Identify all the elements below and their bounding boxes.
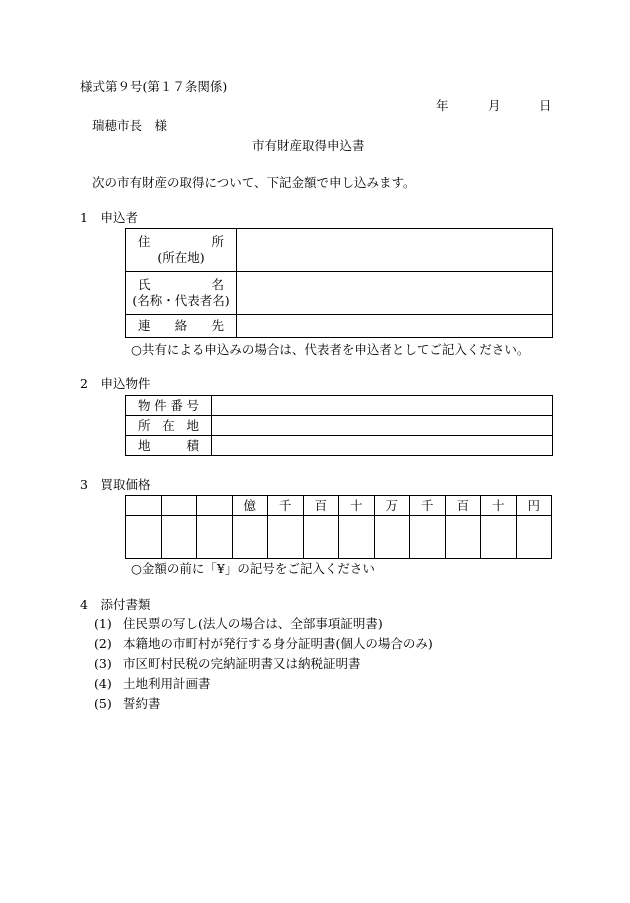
section3-heading: 3 買取価格	[80, 477, 151, 492]
price-unit-cell: 億	[232, 496, 268, 516]
price-digit-field[interactable]	[303, 516, 339, 559]
section1-heading: 1 申込者	[80, 210, 138, 225]
contact-field[interactable]	[237, 315, 553, 338]
document-title: 市有財産取得申込書	[252, 138, 365, 153]
attachment-text: 住民票の写し(法人の場合は、全部事項証明書)	[123, 616, 383, 631]
attachment-text: 市区町村民税の完納証明書又は納税証明書	[123, 656, 361, 671]
price-digit-field[interactable]	[481, 516, 517, 559]
attachment-number: (4)	[94, 676, 112, 691]
date-day-label: 日	[539, 98, 552, 113]
attachment-number: (3)	[94, 656, 112, 671]
section3-note: ○金額の前に「¥」の記号をご記入ください	[131, 561, 375, 576]
name-field[interactable]	[237, 272, 553, 315]
date-month-label: 月	[488, 98, 501, 113]
price-unit-cell: 十	[339, 496, 375, 516]
price-digit-field[interactable]	[161, 516, 197, 559]
area-field[interactable]	[212, 436, 553, 456]
section1-note: ○共有による申込みの場合は、代表者を申込者としてご記入ください。	[131, 342, 530, 357]
address-label-cell	[126, 229, 237, 272]
attachment-number: (1)	[94, 616, 112, 631]
price-digit-field[interactable]	[268, 516, 304, 559]
form-number: 様式第９号(第１７条関係)	[80, 79, 228, 94]
attachment-number: (2)	[94, 636, 112, 651]
price-digit-field[interactable]	[445, 516, 481, 559]
location-field[interactable]	[212, 416, 553, 436]
attachment-text: 本籍地の市町村が発行する身分証明書(個人の場合のみ)	[123, 636, 433, 651]
location-label: 所 在 地	[138, 417, 199, 433]
price-unit-cell: 千	[410, 496, 446, 516]
property-number-label-cell	[126, 396, 212, 416]
price-unit-cell	[126, 496, 162, 516]
property-number-field[interactable]	[212, 396, 553, 416]
price-unit-cell: 千	[268, 496, 304, 516]
attachment-text: 土地利用計画書	[123, 676, 211, 691]
section4-heading: 4 添付書類	[80, 597, 151, 612]
address-sublabel: (所在地)	[157, 250, 205, 265]
price-digit-field[interactable]	[232, 516, 268, 559]
contact-label-cell	[126, 315, 237, 338]
area-label: 地 積	[138, 437, 199, 453]
price-table	[125, 495, 552, 559]
price-unit-cell: 百	[303, 496, 339, 516]
addressee: 瑞穂市長 様	[92, 118, 168, 133]
name-label: 氏 名	[138, 277, 224, 293]
price-digit-field[interactable]	[410, 516, 446, 559]
applicant-table	[125, 228, 553, 338]
intro-text: 次の市有財産の取得について、下記金額で申し込みます。	[92, 175, 416, 190]
attachment-number: (5)	[94, 696, 112, 711]
price-digit-field[interactable]	[197, 516, 233, 559]
price-digit-field[interactable]	[374, 516, 410, 559]
price-unit-cell: 万	[374, 496, 410, 516]
name-label-cell	[126, 272, 237, 315]
section2-heading: 2 申込物件	[80, 376, 151, 391]
address-label: 住 所	[138, 234, 224, 250]
price-digit-field[interactable]	[126, 516, 162, 559]
name-sublabel: (名称・代表者名)	[132, 293, 230, 308]
price-unit-cell: 十	[481, 496, 517, 516]
price-unit-cell	[197, 496, 233, 516]
price-digit-field[interactable]	[516, 516, 552, 559]
property-table	[125, 395, 553, 456]
price-unit-cell: 円	[516, 496, 552, 516]
address-field[interactable]	[237, 229, 553, 272]
price-digit-field[interactable]	[339, 516, 375, 559]
date-year-label: 年	[436, 98, 449, 113]
price-unit-cell	[161, 496, 197, 516]
attachment-text: 誓約書	[123, 696, 161, 711]
location-label-cell	[126, 416, 212, 436]
area-label-cell	[126, 436, 212, 456]
property-number-label: 物件番号	[138, 397, 199, 413]
contact-label: 連 絡 先	[138, 318, 224, 334]
price-unit-cell: 百	[445, 496, 481, 516]
